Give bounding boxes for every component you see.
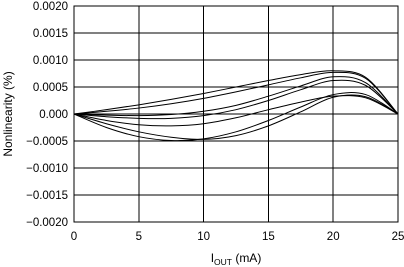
series-group	[74, 71, 398, 141]
series-line-2	[74, 72, 398, 114]
y-tick-label: 0.0005	[32, 82, 68, 94]
x-tick-label: 25	[391, 231, 404, 243]
x-axis-label	[211, 251, 262, 267]
x-axis-label-main: I	[210, 251, 215, 265]
x-tick-label: 0	[70, 231, 78, 243]
x-axis-label-subscript: OUT	[214, 257, 232, 267]
y-axis-label: Nonlinearity (%)	[1, 71, 15, 157]
y-tick-label: 0.0020	[32, 1, 68, 13]
x-tick-label: 10	[197, 231, 210, 243]
y-tick-label: −0.0020	[26, 217, 68, 229]
y-tick-label: −0.0015	[26, 190, 68, 202]
grid	[74, 6, 398, 222]
series-line-7	[74, 93, 398, 141]
series-line-5	[74, 96, 398, 126]
y-tick-labels	[26, 1, 68, 229]
x-tick-label: 15	[262, 231, 275, 243]
series-line-4	[74, 80, 398, 118]
y-tick-label: −0.0010	[26, 163, 68, 175]
y-tick-label: −0.0005	[26, 136, 68, 148]
y-tick-label: 0.0015	[32, 28, 68, 40]
x-tick-label: 20	[326, 231, 340, 243]
y-tick-label: 0.0010	[32, 55, 68, 67]
x-axis-label-unit: (mA)	[231, 251, 262, 265]
y-tick-label: 0.000	[39, 109, 68, 121]
x-tick-labels	[71, 231, 404, 243]
x-tick-label: 5	[135, 231, 143, 243]
